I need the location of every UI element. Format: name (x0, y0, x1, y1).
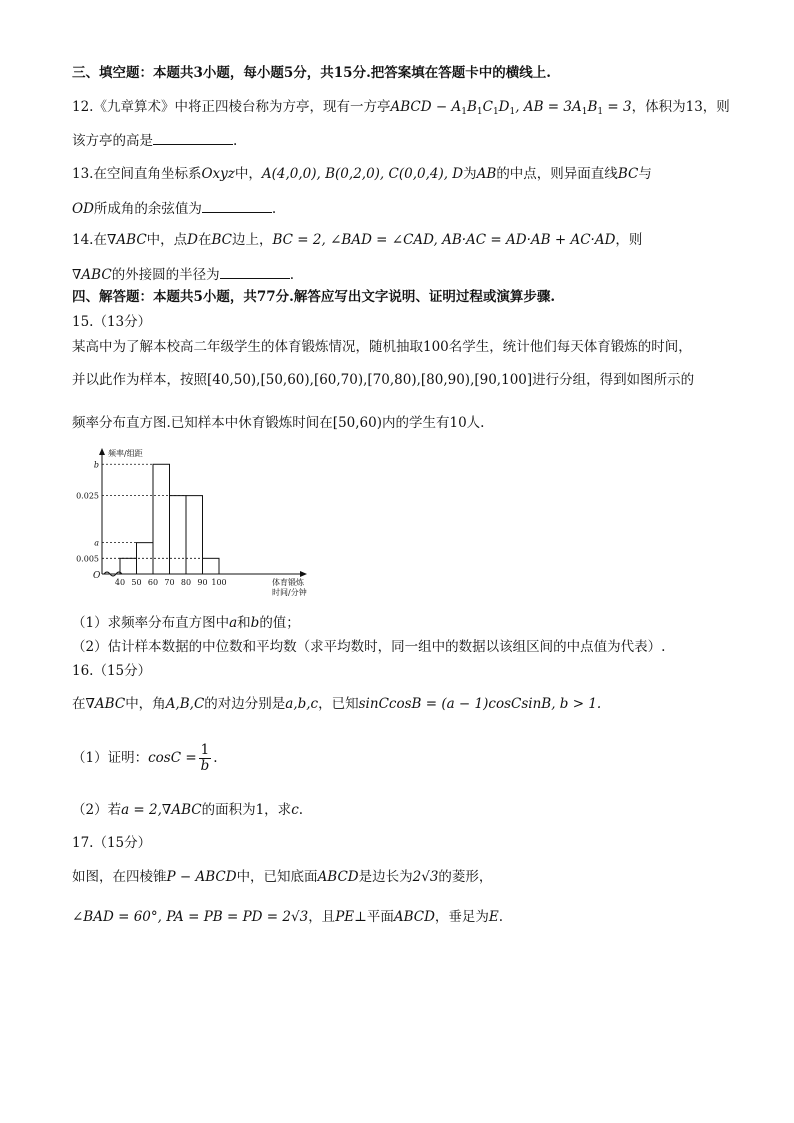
origin-label: O (93, 571, 101, 581)
q14-line2: ∇ABC的外接圆的半径为 . (72, 264, 294, 285)
y-axis-title: 频率/组距 (108, 449, 143, 458)
x-tick-label: 70 (164, 578, 175, 587)
y-tick-label: 0.025 (76, 491, 99, 501)
q17-number: 17.（15分） (72, 835, 152, 851)
q16-line1: 在∇ABC中，角A,B,C的对边分别是a,b,c，已知sinCcosB = (a − 1)cosCsinB, b > 1. (72, 696, 602, 712)
q14-line1: 14.在∇ABC中，点D在BC边上，BC = 2, ∠BAD = ∠CAD, AB·AC = AD·AB + AC·AD，则 (72, 232, 643, 248)
histogram-bar (170, 496, 187, 574)
frequency-histogram (72, 446, 312, 596)
fraction: $\frac{1}{b}$ (200, 742, 210, 774)
histogram-bar (203, 558, 220, 574)
q15-line1: 某高中为了解本校高二年级学生的体育锻炼情况，随机抽取100名学生，统计他们每天体育锻炼的时间， (72, 339, 692, 355)
q15-line2: 并以此作为样本，按照[40,50),[50,60),[60,70),[70,80),[80,90),[90,100]进行分组，得到如图所示的 (72, 372, 695, 388)
y-axis-arrow (99, 448, 105, 455)
x-tick-label: 100 (211, 578, 227, 587)
x-axis-title: 体育锻炼 (272, 578, 304, 587)
y-tick-label: a (94, 538, 99, 548)
q16-part2: （2）若a = 2,∇ABC的面积为1，求c. (72, 802, 304, 818)
q17-line2: ∠BAD = 60°, PA = PB = PD = 2√3，且PE⊥平面ABCD，垂足为E. (72, 909, 504, 925)
section-3-header: 三、填空题：本题共3小题，每小题5分，共15分.把答案填在答题卡中的横线上. (72, 65, 551, 81)
x-tick-label: 90 (197, 578, 208, 587)
y-tick-label: 0.005 (76, 554, 99, 564)
answer-blank (220, 264, 290, 279)
q16-number: 16.（15分） (72, 663, 152, 679)
histogram-bar (186, 496, 203, 574)
x-axis-arrow (300, 571, 307, 577)
q15-number: 15.（13分） (72, 314, 152, 330)
y-tick-label: b (93, 460, 99, 470)
q12-line2: 该方亭的高是 . (72, 130, 237, 151)
q12-line1: 12.《九章算术》中将正四棱台称为方亭，现有一方亭ABCD − $A_1B_1C_1D_1$, AB = $3A_1B_1 = 3$，体积为13，则 (72, 99, 730, 117)
histogram-bar (153, 464, 170, 574)
section-4-header: 四、解答题：本题共5小题，共77分.解答应写出文字说明、证明过程或演算步骤. (72, 289, 556, 305)
x-tick-label: 50 (131, 578, 142, 587)
x-tick-label: 60 (147, 578, 159, 587)
x-tick-label: 40 (114, 578, 126, 587)
q17-line1: 如图，在四棱锥P − ABCD中，已知底面ABCD是边长为2√3的菱形， (72, 869, 493, 885)
q15-line3: 频率分布直方图.已知样本中休育锻炼时间在[50,60)内的学生有10人. (72, 415, 485, 431)
x-axis-title-unit: 时间/分钟 (272, 588, 307, 596)
answer-blank (153, 130, 233, 145)
q13-line1: 13.在空间直角坐标系Oxyz中，A(4,0,0), B(0,2,0), C(0,0,4), D为AB的中点，则异面直线BC与 (72, 166, 652, 182)
histogram-bar (120, 558, 137, 574)
q13-line2: OD所成角的余弦值为 . (72, 198, 276, 219)
q15-part2: （2）估计样本数据的中位数和平均数（求平均数时，同一组中的数据以该组区间的中点值为代表）. (72, 639, 666, 655)
q15-part1: （1）求频率分布直方图中a和b的值； (72, 615, 300, 631)
q16-part1: （1）证明：cosC = $\frac{1}{b}$ . (72, 742, 218, 774)
x-tick-label: 80 (180, 578, 192, 587)
answer-blank (202, 198, 272, 213)
